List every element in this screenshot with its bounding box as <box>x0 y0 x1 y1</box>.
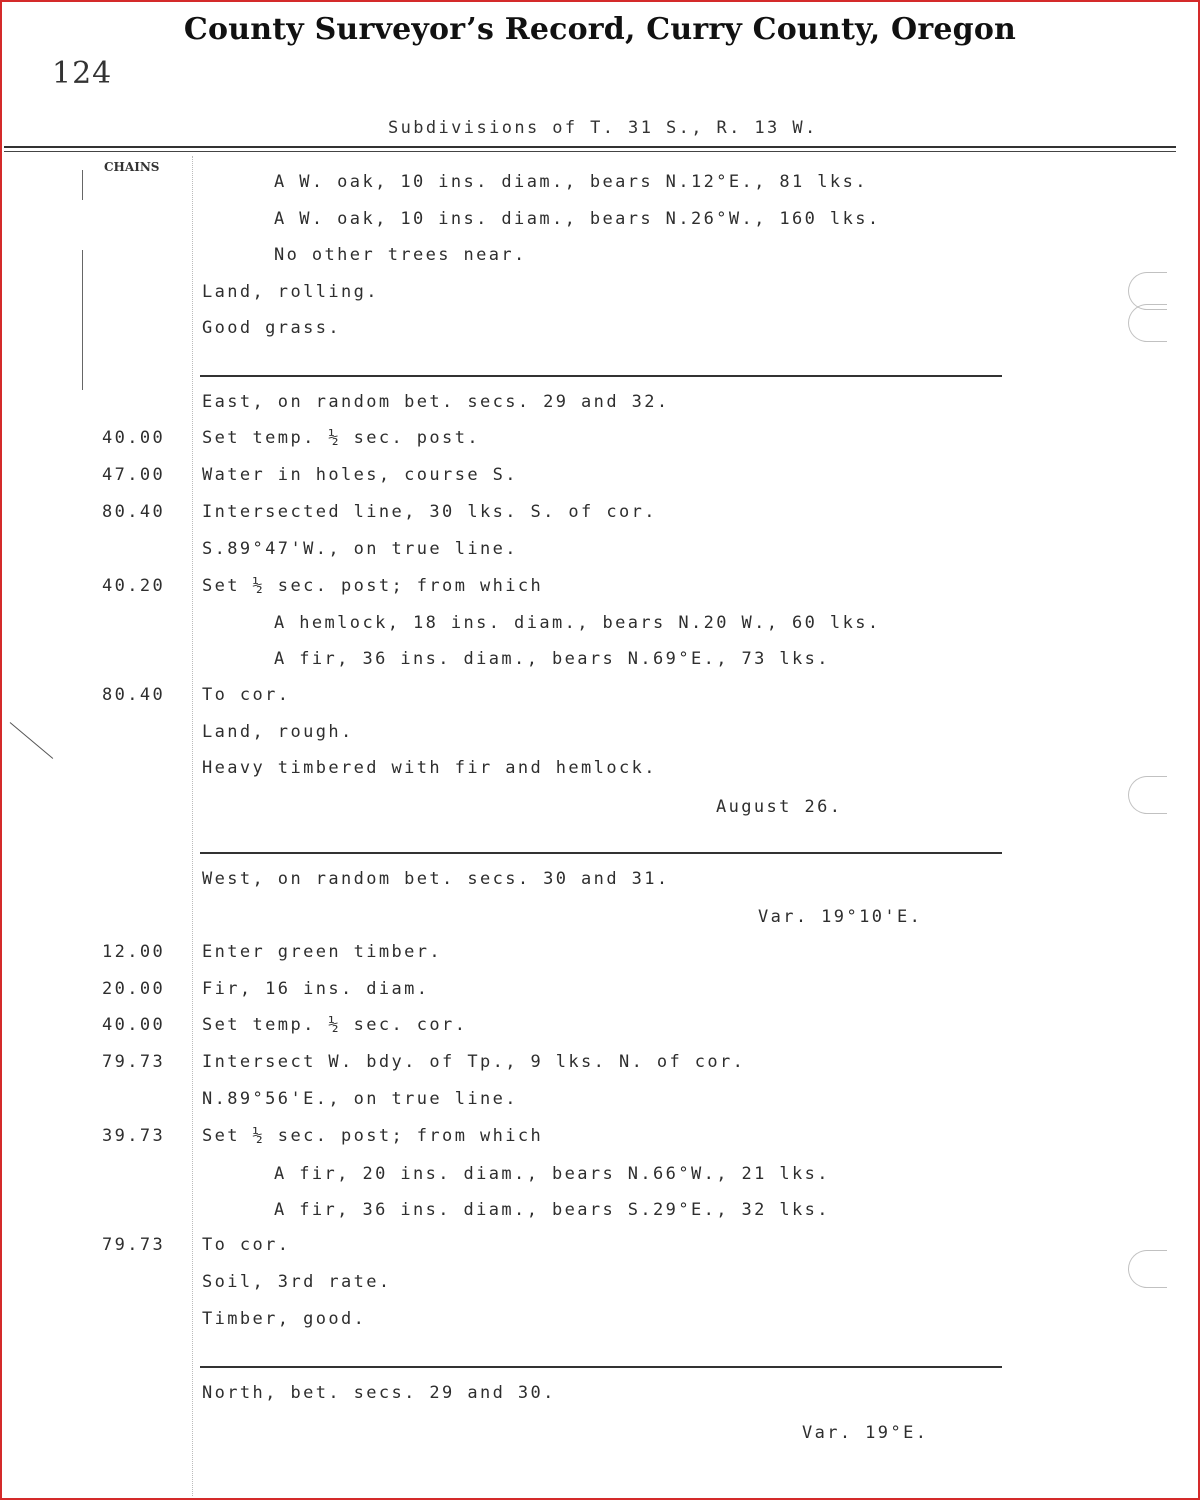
header-rule <box>4 146 1176 148</box>
record-line: Heavy timbered with fir and hemlock. <box>202 758 657 778</box>
record-line: Good grass. <box>202 318 341 338</box>
chains-column-label: CHAINS <box>104 160 160 174</box>
record-line: Enter green timber. <box>202 942 443 962</box>
section-heading: East, on random bet. secs. 29 and 32. <box>202 392 670 412</box>
record-line: A fir, 20 ins. diam., bears N.66°W., 21 lks. <box>274 1164 830 1184</box>
record-line: Set temp. ½ sec. cor. <box>202 1015 468 1035</box>
record-line: Set ½ sec. post; from which <box>202 576 544 596</box>
header-rule-thin <box>4 151 1176 152</box>
chain-value: 12.00 <box>102 942 166 962</box>
margin-tick <box>82 170 83 200</box>
record-line: Water in holes, course S. <box>202 465 518 485</box>
chain-value: 40.20 <box>102 576 166 596</box>
record-line: S.89°47'W., on true line. <box>202 539 518 559</box>
binder-hole <box>1128 304 1167 342</box>
entry-date: August 26. <box>716 797 843 817</box>
record-line: Timber, good. <box>202 1309 367 1329</box>
chain-value: 39.73 <box>102 1126 166 1146</box>
section-divider <box>200 375 1002 377</box>
binder-hole <box>1128 776 1167 814</box>
margin-line <box>192 156 193 1496</box>
record-line: No other trees near. <box>274 245 527 265</box>
page-subtitle: Subdivisions of T. 31 S., R. 13 W. <box>388 118 818 138</box>
record-line: N.89°56'E., on true line. <box>202 1089 518 1109</box>
chain-value: 40.00 <box>102 428 166 448</box>
chain-value: 80.40 <box>102 502 166 522</box>
record-line: Land, rough. <box>202 722 354 742</box>
record-line: Intersect W. bdy. of Tp., 9 lks. N. of cor. <box>202 1052 746 1072</box>
section-heading: West, on random bet. secs. 30 and 31. <box>202 869 670 889</box>
record-line: A fir, 36 ins. diam., bears N.69°E., 73 lks. <box>274 649 830 669</box>
section-divider <box>200 1366 1002 1368</box>
chain-value: 40.00 <box>102 1015 166 1035</box>
chain-value: 79.73 <box>102 1235 166 1255</box>
record-line: A fir, 36 ins. diam., bears S.29°E., 32 lks. <box>274 1200 830 1220</box>
page-title: County Surveyor’s Record, Curry County, Oregon <box>183 12 1017 47</box>
section-divider <box>200 852 1002 854</box>
record-line: Fir, 16 ins. diam. <box>202 979 430 999</box>
variation-note: Var. 19°10'E. <box>758 907 923 927</box>
chain-value: 47.00 <box>102 465 166 485</box>
binder-hole <box>1128 1250 1167 1288</box>
section-heading: North, bet. secs. 29 and 30. <box>202 1383 556 1403</box>
record-line: Set temp. ½ sec. post. <box>202 428 480 448</box>
record-line: Intersected line, 30 lks. S. of cor. <box>202 502 657 522</box>
chain-value: 20.00 <box>102 979 166 999</box>
chain-value: 79.73 <box>102 1052 166 1072</box>
margin-tick <box>82 250 83 390</box>
record-line: Set ½ sec. post; from which <box>202 1126 544 1146</box>
chain-value: 80.40 <box>102 685 166 705</box>
record-line: A W. oak, 10 ins. diam., bears N.12°E., 81 lks. <box>274 172 868 192</box>
variation-note: Var. 19°E. <box>802 1423 929 1443</box>
record-line: To cor. <box>202 1235 291 1255</box>
record-line: Land, rolling. <box>202 282 379 302</box>
page-number: 124 <box>52 56 113 91</box>
record-line: A hemlock, 18 ins. diam., bears N.20 W., 60 lks. <box>274 613 881 633</box>
record-line: A W. oak, 10 ins. diam., bears N.26°W., 160 lks. <box>274 209 881 229</box>
record-line: Soil, 3rd rate. <box>202 1272 392 1292</box>
record-line: To cor. <box>202 685 291 705</box>
